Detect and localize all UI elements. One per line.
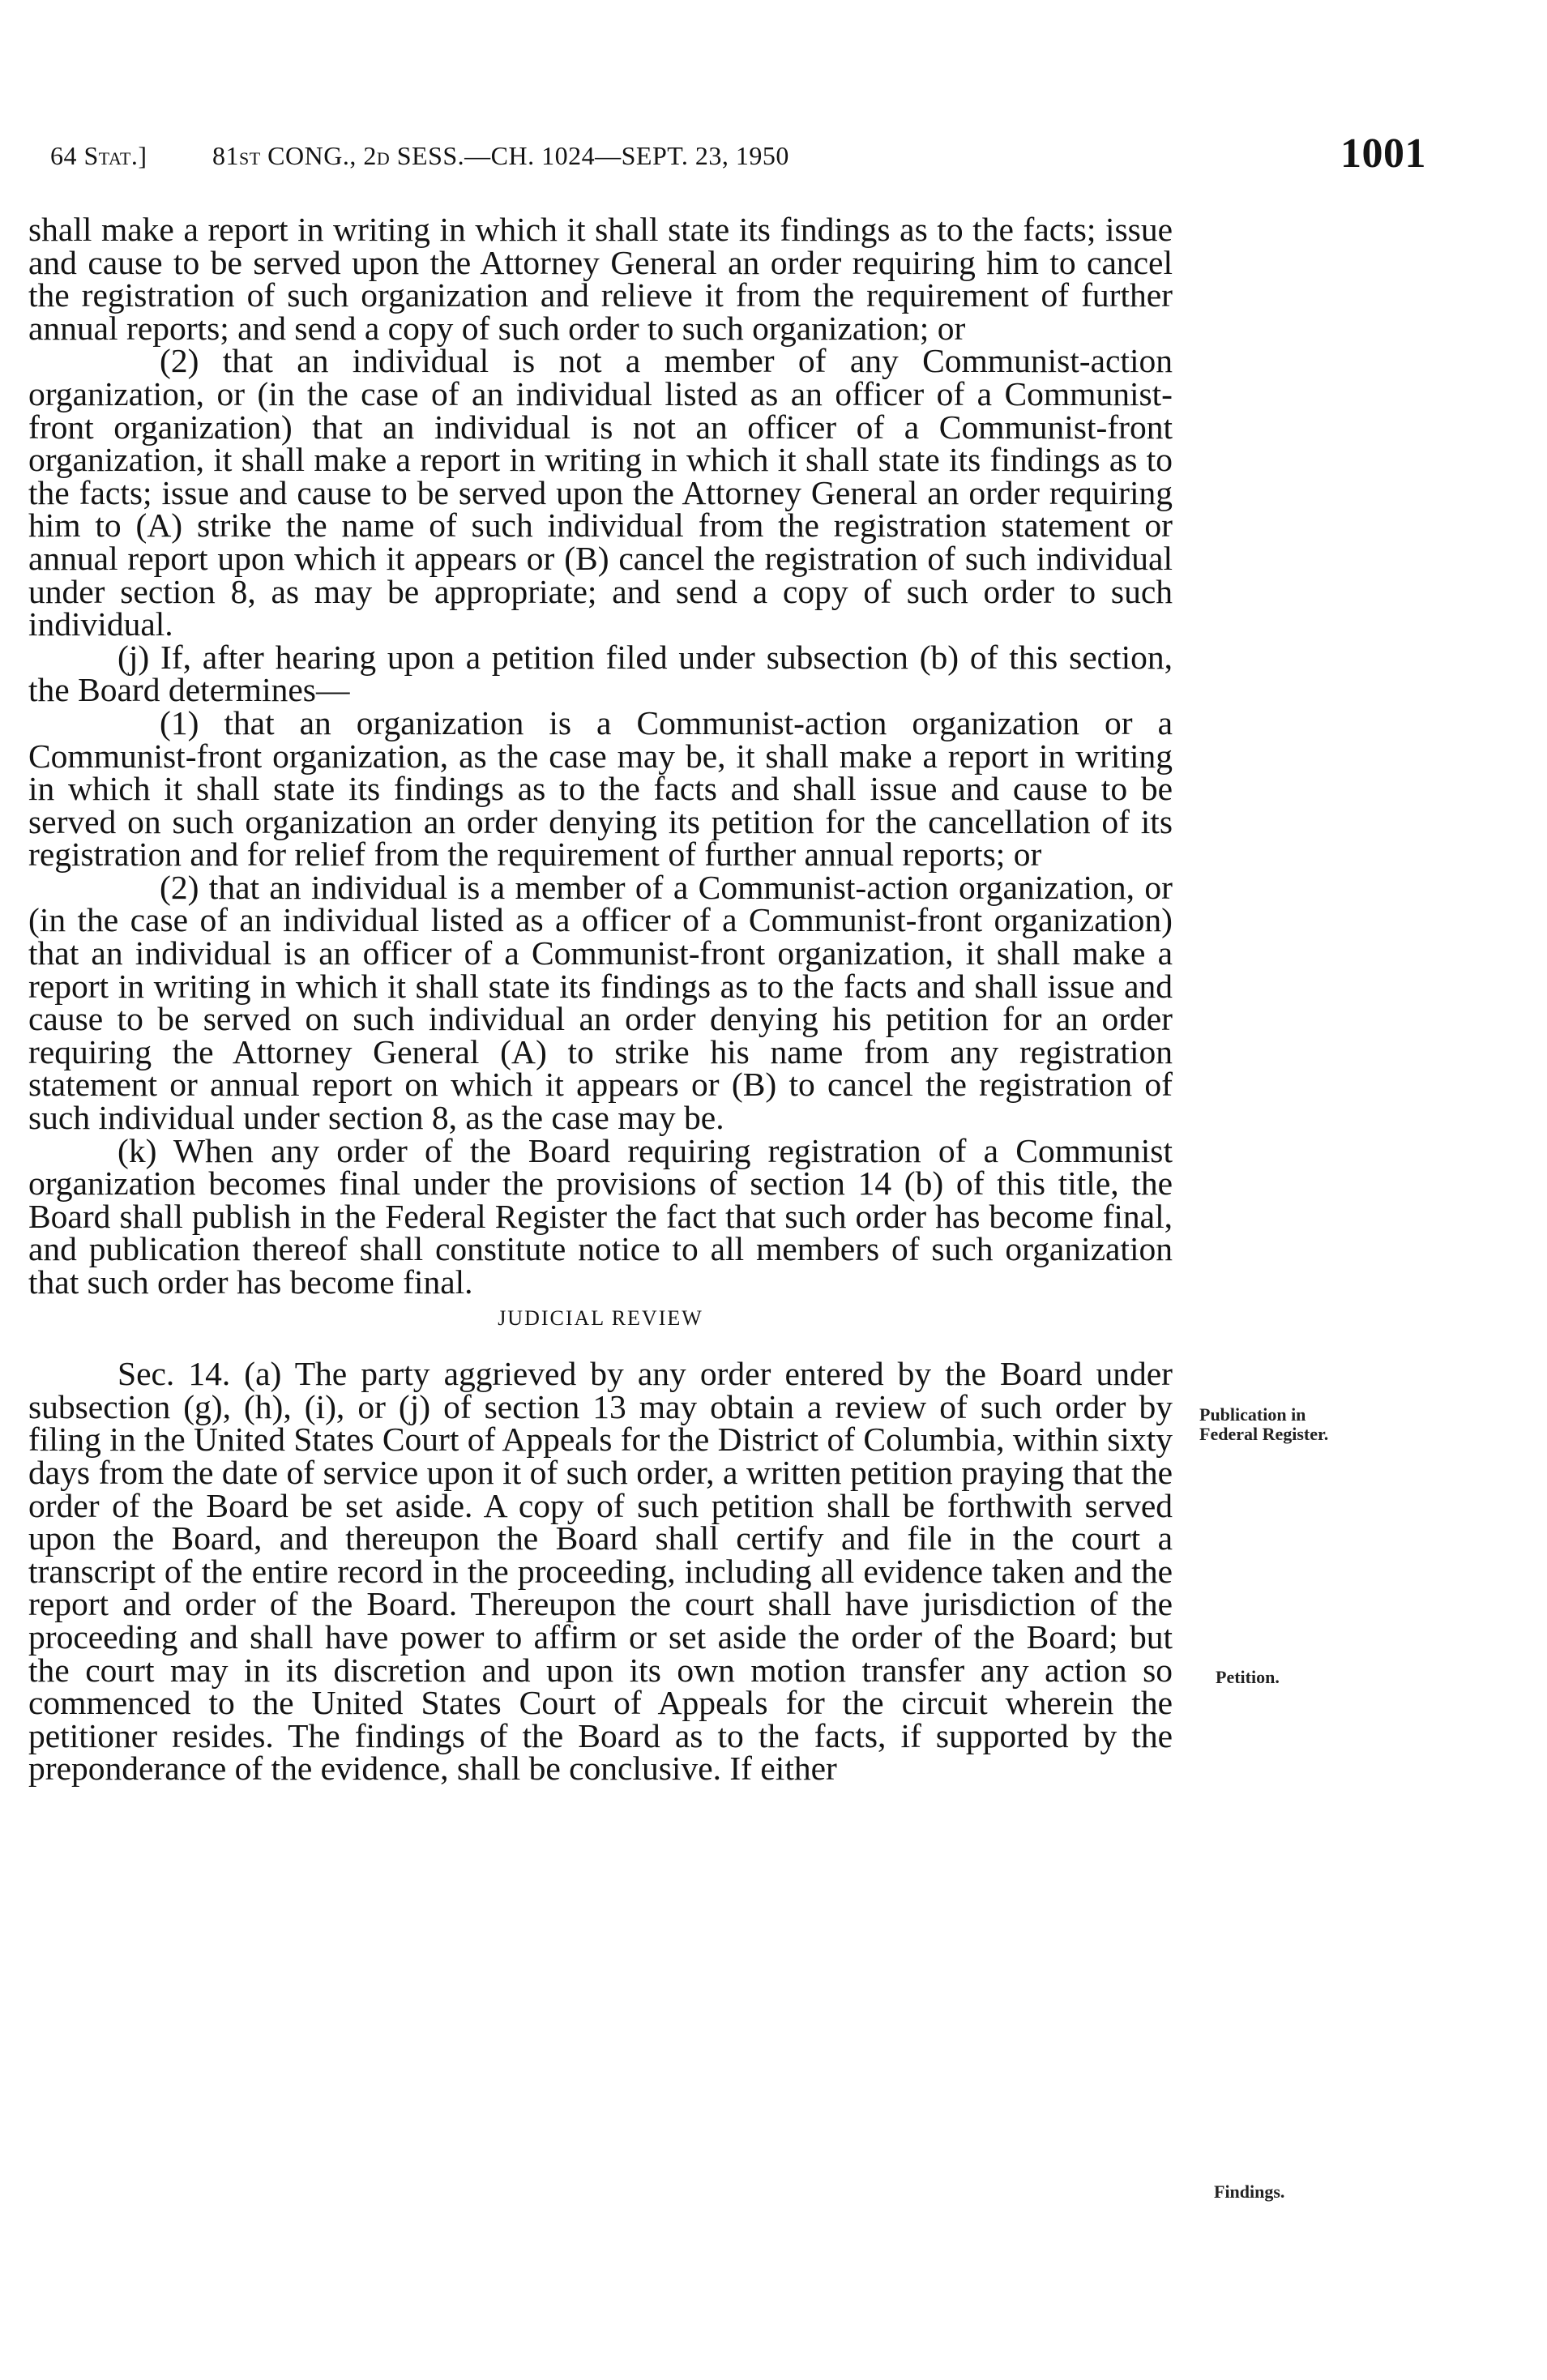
statute-volume: 64 Stat.] (50, 141, 147, 170)
margin-note-publication: Publication in Federal Register. (1199, 1404, 1329, 1444)
paragraph-i2: (2) that an individual is not a member of any Communist-action organization, or (in the case of an individual listed as an officer of a Communist-front organization) that an individual is not an officer of a Communist-front organization, it shall make a report in writing in which it shall state its findings as to the facts; issue and cause to be served upon the Attorney General an order requiring him to (A) strike the name of such individual from the registration statement or annual report upon which it appears or (B) cancel the registration of such individual under section 8, as may be appropriate; and send a copy of such order to such individual. (28, 342, 1173, 643)
section-heading: JUDICIAL REVIEW (498, 1305, 703, 1330)
statute-body (28, 211, 1173, 1788)
paragraph-j1: (1) that an organization is a Communist-action organization or a Communist-front organization, as the case may be, it shall make a report in writing in which it shall state its findings as to the facts and shall issue and cause to be served on such organization an order denying its petition for the cancellation of its registration and for relief from the requirement of further annual reports; or (28, 703, 1173, 874)
paragraph-i1-continuation: shall make a report in writing in which it shall state its findings as to the facts; issue and cause to be served upon the Attorney General an order requiring him to cancel the registration of such organization and relieve it from the requirement of further annual reports; and send a copy of such order to such organization; or (28, 211, 1173, 347)
paragraph-k: (k) When any order of the Board requiring registration of a Communist organization becomes final under the provisions of section 14 (b) of this title, the Board shall publish in the Federal Register the fact that such order has become final, and publication thereof shall constitute notice to all members of such organization that such order has become final. (28, 1131, 1173, 1301)
paragraph-j: (j) If, after hearing upon a petition filed under subsection (b) of this section, the Board determines— (28, 638, 1173, 709)
congress-session-chapter: 81st CONG., 2d SESS.—CH. 1024—SEPT. 23, 1950 (212, 141, 789, 170)
page-number: 1001 (1340, 130, 1426, 177)
page-header (50, 130, 1426, 185)
paragraph-sec-14a: Sec. 14. (a) The party aggrieved by any order entered by the Board under subsection (g), (h), (i), or (j) of section 13 may obtain a review of such order by filing in the United States Court of Appeals for the District of Columbia, within sixty days from the date of service upon it of such order, a written petition praying that the order of the Board be set aside. A copy of such petition shall be forthwith served upon the Board, and thereupon the Board shall certify and file in the court a transcript of the entire record in the proceeding, including all evidence taken and the report and order of the Board. Thereupon the court shall have jurisdiction of the proceeding and shall have power to affirm or set aside the order of the Board; but the court may in its discretion and upon its own motion transfer any action so commenced to the United States Court of Appeals for the circuit wherein the petitioner resides. The findings of the Board as to the facts, if supported by the preponderance of the evidence, shall be conclusive. If either (28, 1355, 1173, 1788)
margin-note-findings: Findings. (1214, 2181, 1285, 2202)
paragraph-j2: (2) that an individual is a member of a Communist-action organization, or (in the case of an individual listed as a officer of a Communist-front organization) that an individual is an officer of a Communist-front organization, it shall make a report in writing in which it shall state its findings as to the facts and shall issue and cause to be served on such individual an order denying his petition for an order requiring the Attorney General (A) to strike his name from any registration statement or annual report on which it appears or (B) to cancel the registration of such individual under section 8, as the case may be. (28, 868, 1173, 1137)
margin-note-petition: Petition. (1216, 1667, 1280, 1687)
